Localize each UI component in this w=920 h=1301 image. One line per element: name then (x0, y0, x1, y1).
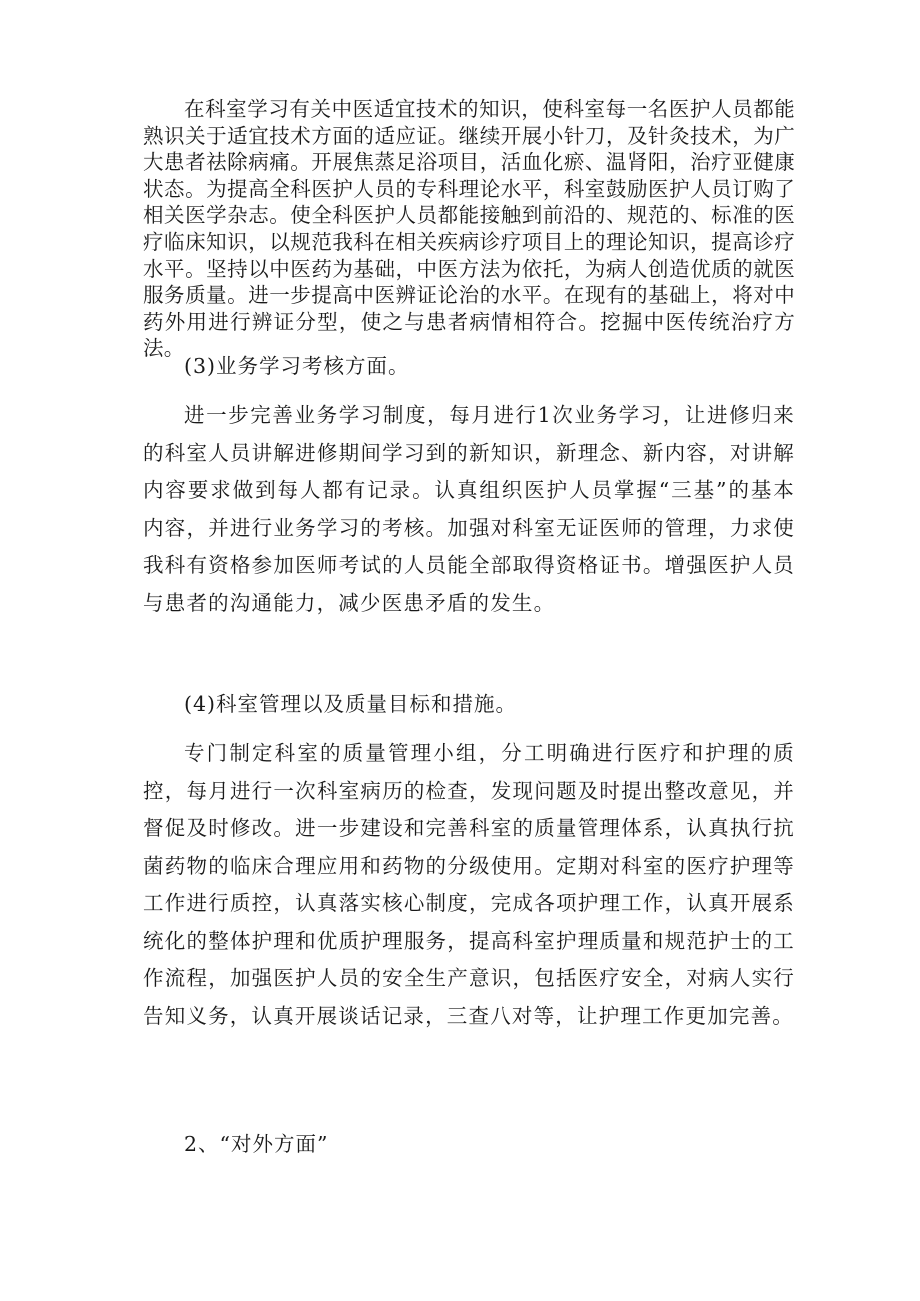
heading-department-management: (4)科室管理以及质量目标和措施。 (184, 692, 518, 716)
paragraph-tcm-techniques: 在科室学习有关中医适宜技术的知识，使科室每一名医护人员都能熟识关于适宜技术方面的适应证。继续开展小针刀，及针灸技术，为广大患者祛除病痛。开展焦蒸足浴项目，活血化瘀、温肾阳，治疗亚健康状态。为提高全科医护人员的专科理论水平，科室鼓励医护人员订购了相关医学杂志。使全科医护人员都能接触到前沿的、规范的、标准的医疗临床知识，以规范我科在相关疾病诊疗项目上的理论知识，提高诊疗水平。坚持以中医药为基础，中医方法为依托，为病人创造优质的就医服务质量。进一步提高中医辨证论治的水平。在现有的基础上，将对中药外用进行辨证分型，使之与患者病情相符合。挖掘中医传统治疗方法。 (143, 97, 795, 361)
heading-business-study-assessment: (3)业务学习考核方面。 (184, 354, 410, 378)
heading-external-aspects: 2、“对外方面” (184, 1132, 329, 1156)
paragraph-quality-management: 专门制定科室的质量管理小组，分工明确进行医疗和护理的质控，每月进行一次科室病历的检查，发现问题及时提出整改意见，并督促及时修改。进一步建设和完善科室的质量管理体系，认真执行抗菌药物的临床合理应用和药物的分级使用。定期对科室的医疗护理等工作进行质控，认真落实核心制度，完成各项护理工作，认真开展系统化的整体护理和优质护理服务，提高科室护理质量和规范护士的工作流程，加强医护人员的安全生产意识，包括医疗安全，对病人实行告知义务，认真开展谈话记录，三查八对等，让护理工作更加完善。 (143, 741, 795, 1028)
paragraph-business-study: 进一步完善业务学习制度，每月进行1次业务学习，让进修归来的科室人员讲解进修期间学习到的新知识，新理念、新内容，对讲解内容要求做到每人都有记录。认真组织医护人员掌握“三基”的基本内容，并进行业务学习的考核。加强对科室无证医师的管理，力求使我科有资格参加医师考试的人员能全部取得资格证书。增强医护人员与患者的沟通能力，减少医患矛盾的发生。 (143, 403, 795, 615)
